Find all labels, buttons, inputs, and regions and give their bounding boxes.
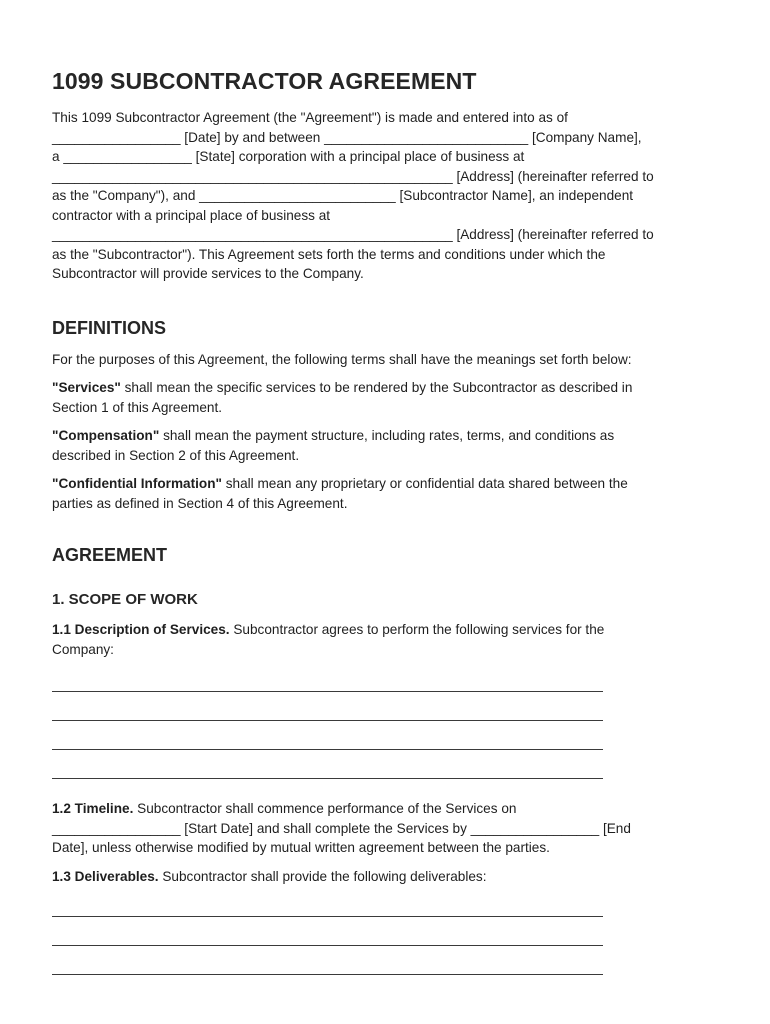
services-blank-line[interactable] <box>52 749 603 750</box>
definition-text: described in Section 2 of this Agreement. <box>52 447 300 463</box>
clause-text: Subcontractor agrees to perform the following services for the <box>229 622 605 637</box>
clause-text: Subcontractor shall provide the following deliverables: <box>158 868 487 884</box>
definition-text: parties as defined in Section 4 of this Agreement. <box>52 495 348 511</box>
clause-text: _________________ [Start Date] and shall complete the Services by _________________ [End <box>52 820 631 836</box>
agreement-heading: AGREEMENT <box>52 545 168 565</box>
services-blank-line[interactable] <box>52 720 603 721</box>
deliverables-blank-line[interactable] <box>52 974 603 975</box>
clause-text: Subcontractor shall commence performance of the Services on <box>133 801 517 816</box>
intro-line: as the "Company"), and __________________________ [Subcontractor Name], an independent <box>52 188 634 203</box>
intro-line: a _________________ [State] corporation with a principal place of business at <box>52 149 525 164</box>
timeline-clause <box>52 799 732 858</box>
clause-text: Date], unless otherwise modified by mutual written agreement between the parties. <box>52 840 550 855</box>
definition-term: "Confidential Information" <box>52 476 222 491</box>
definition-text: Section 1 of this Agreement. <box>52 399 223 415</box>
intro-line: _________________ [Date] by and between ___________________________ [Company Name], <box>52 129 642 145</box>
intro-line: _____________________________________________________ [Address] (hereinafter referred to <box>52 168 654 184</box>
intro-line: Subcontractor will provide services to the Company. <box>52 266 364 281</box>
definition-text: shall mean the specific services to be rendered by the Subcontractor as described in <box>120 380 633 395</box>
clause-label: 1.2 Timeline. <box>52 801 134 816</box>
deliverables-clause <box>52 867 732 887</box>
clause-label: 1.3 Deliverables. <box>52 868 159 884</box>
scope-of-work-heading: 1. SCOPE OF WORK <box>52 591 198 608</box>
definitions-heading: DEFINITIONS <box>52 317 167 338</box>
definition-text: shall mean the payment structure, including rates, terms, and conditions as <box>159 428 615 443</box>
clause-label: 1.1 Description of Services. <box>52 622 230 637</box>
definition-compensation <box>52 426 732 465</box>
definition-term: "Compensation" <box>52 428 160 443</box>
definition-confidential-information <box>52 474 732 513</box>
deliverables-blank-line[interactable] <box>52 916 603 917</box>
definition-text: shall mean any proprietary or confidential data shared between the <box>221 476 628 491</box>
intro-paragraph <box>52 108 732 284</box>
intro-line: as the "Subcontractor"). This Agreement sets forth the terms and conditions under which the <box>52 246 606 262</box>
services-blank-line[interactable] <box>52 691 603 692</box>
document-title: 1099 SUBCONTRACTOR AGREEMENT <box>52 68 477 94</box>
definitions-intro: For the purposes of this Agreement, the following terms shall have the meanings set forth below: <box>52 351 632 367</box>
intro-line: _____________________________________________________ [Address] (hereinafter referred to <box>52 227 654 242</box>
services-blank-line[interactable] <box>52 778 603 779</box>
definition-services <box>52 378 732 417</box>
clause-text: Company: <box>52 641 114 657</box>
intro-line: contractor with a principal place of business at <box>52 207 331 223</box>
description-of-services <box>52 620 732 659</box>
intro-line: This 1099 Subcontractor Agreement (the "Agreement") is made and entered into as of <box>52 110 568 125</box>
document-content <box>52 68 732 975</box>
deliverables-blank-line[interactable] <box>52 945 603 946</box>
definition-term: "Services" <box>52 380 121 395</box>
